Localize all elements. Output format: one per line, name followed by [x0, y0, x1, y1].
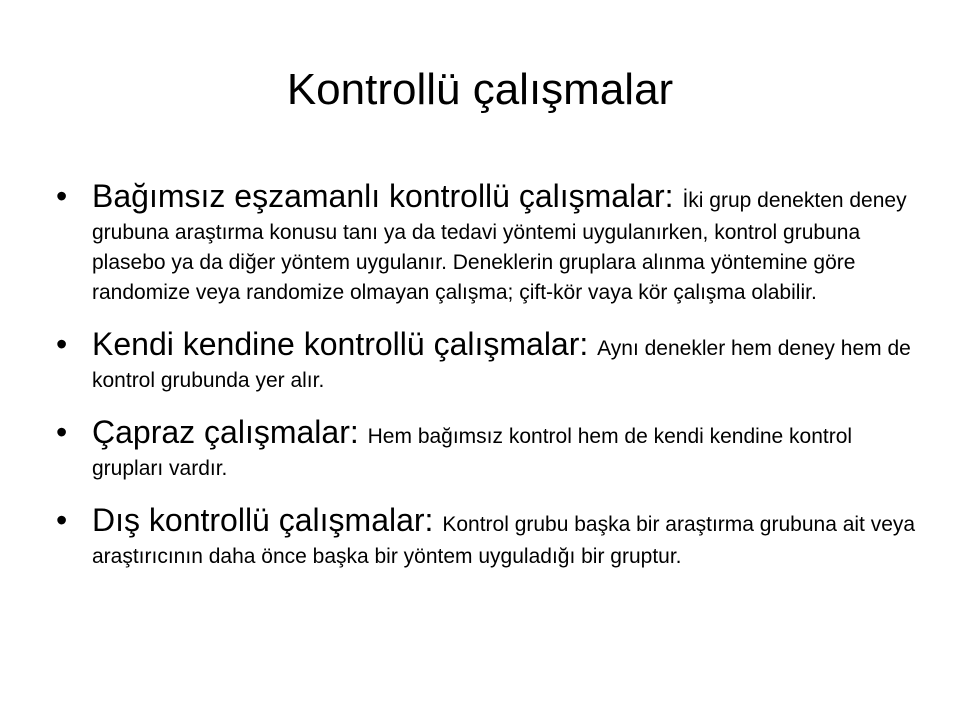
bullet-list — [56, 174, 916, 586]
bullet-heading: Çapraz çalışmalar: — [92, 414, 368, 450]
bullet-body: Hem bağımsız kontrol hem de kendi kendine kontrol grupları vardır. — [92, 425, 853, 480]
bullet-item-independent-controlled — [56, 174, 916, 308]
bullet-heading: Bağımsız eşzamanlı kontrollü çalışmalar: — [92, 178, 683, 214]
bullet-body: Aynı denekler hem deney hem de kontrol grubunda yer alır. — [92, 337, 911, 392]
bullet-body: İki grup denekten deney grubuna araştırma konusu tanı ya da tedavi yöntemi uygulanırken, kontrol grubuna plasebo ya da diğer yöntem uygulanır. Deneklerin gruplara alınma yöntemine göre randomize veya randomize olmayan çalışma; çift-kör vaya kör çalışma olabilir. — [92, 189, 907, 304]
bullet-heading: Kendi kendine kontrollü çalışmalar: — [92, 326, 598, 362]
slide-title: Kontrollü çalışmalar — [286, 65, 674, 114]
bullet-marker: • — [56, 326, 68, 362]
bullet-item-crossover — [56, 410, 916, 484]
bullet-marker: • — [56, 414, 68, 450]
bullet-heading: Dış kontrollü çalışmalar: — [92, 502, 443, 538]
bullet-marker: • — [56, 502, 68, 538]
bullet-item-external-controlled — [56, 498, 916, 572]
bullet-marker: • — [56, 178, 68, 214]
bullet-body: Kontrol grubu başka bir araştırma grubuna ait veya araştırıcının daha önce başka bir yöntem uyguladığı bir gruptur. — [92, 513, 916, 568]
bullet-item-self-controlled — [56, 322, 916, 396]
